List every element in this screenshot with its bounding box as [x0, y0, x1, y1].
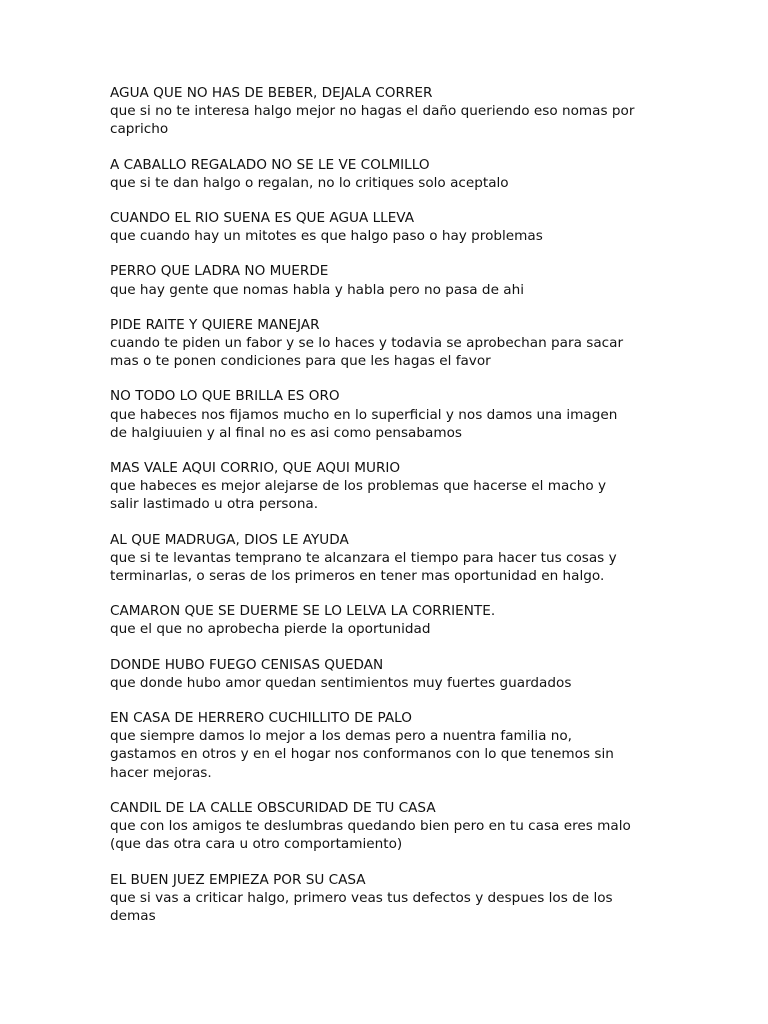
proverb-entry: [110, 156, 670, 192]
proverb-meaning: que donde hubo amor quedan sentimientos muy fuertes guardados: [110, 674, 572, 691]
proverb-meaning: cuando te piden un fabor y se lo haces y todavia se aprobechan para sacar mas o te ponen condiciones para que les hagas el favor: [110, 335, 624, 370]
proverb-meaning: que hay gente que nomas habla y habla pero no pasa de ahi: [110, 281, 524, 298]
proverb-title: AL QUE MADRUGA, DIOS LE AYUDA: [110, 531, 349, 548]
proverb-title: DONDE HUBO FUEGO CENISAS QUEDAN: [110, 656, 384, 673]
proverb-entry: [110, 209, 670, 245]
proverb-entry: [110, 871, 670, 926]
proverb-meaning: que cuando hay un mitotes es que halgo paso o hay problemas: [110, 228, 543, 245]
proverb-meaning: que si te dan halgo o regalan, no lo critiques solo aceptalo: [110, 174, 509, 191]
proverb-meaning: que el que no aprobecha pierde la oportunidad: [110, 621, 431, 638]
proverb-meaning: que siempre damos lo mejor a los demas pero a nuentra familia no, gastamos en otros y en el hogar nos conformanos con lo que tenemos sin hacer mejoras.: [110, 728, 614, 781]
proverb-entry: [110, 709, 670, 782]
proverb-entry: [110, 459, 670, 514]
proverb-entry: [110, 84, 670, 139]
proverb-entry: [110, 656, 670, 692]
proverb-title: CANDIL DE LA CALLE OBSCURIDAD DE TU CASA: [110, 799, 436, 816]
proverb-title: A CABALLO REGALADO NO SE LE VE COLMILLO: [110, 156, 430, 173]
document-page: [110, 84, 670, 942]
proverb-entry: [110, 799, 670, 854]
proverb-title: CUANDO EL RIO SUENA ES QUE AGUA LLEVA: [110, 210, 415, 227]
proverb-title: NO TODO LO QUE BRILLA ES ORO: [110, 388, 340, 405]
proverb-meaning: que si vas a criticar halgo, primero veas tus defectos y despues los de los demas: [110, 889, 613, 924]
proverb-title: MAS VALE AQUI CORRIO, QUE AQUI MURIO: [110, 460, 401, 477]
proverb-title: EL BUEN JUEZ EMPIEZA POR SU CASA: [110, 871, 366, 888]
proverb-title: EN CASA DE HERRERO CUCHILLITO DE PALO: [110, 710, 412, 727]
proverb-title: AGUA QUE NO HAS DE BEBER, DEJALA CORRER: [110, 85, 433, 101]
proverb-meaning: que habeces nos fijamos mucho en lo superficial y nos damos una imagen de halgiuuien y al final no es asi como pensabamos: [110, 406, 618, 441]
proverb-title: CAMARON QUE SE DUERME SE LO LELVA LA CORRIENTE.: [110, 603, 496, 620]
proverb-meaning: que si te levantas temprano te alcanzara el tiempo para hacer tus cosas y terminarlas, o seras de los primeros en tener mas oportunidad en halgo.: [110, 549, 617, 585]
proverb-entry: [110, 387, 670, 442]
proverb-meaning: que si no te interesa halgo mejor no hagas el daño queriendo eso nomas por capricho: [110, 103, 635, 138]
proverb-title: PERRO QUE LADRA NO MUERDE: [110, 263, 329, 280]
proverb-entry: [110, 531, 670, 586]
proverb-entry: [110, 262, 670, 298]
proverb-title: PIDE RAITE Y QUIERE MANEJAR: [110, 316, 320, 333]
proverb-entry: [110, 602, 670, 638]
proverb-meaning: que con los amigos te deslumbras quedando bien pero en tu casa eres malo (que das otra cara u otro comportamiento): [110, 818, 631, 853]
proverb-meaning: que habeces es mejor alejarse de los problemas que hacerse el macho y salir lastimado u otra persona.: [110, 478, 607, 513]
proverb-entry: [110, 316, 670, 371]
